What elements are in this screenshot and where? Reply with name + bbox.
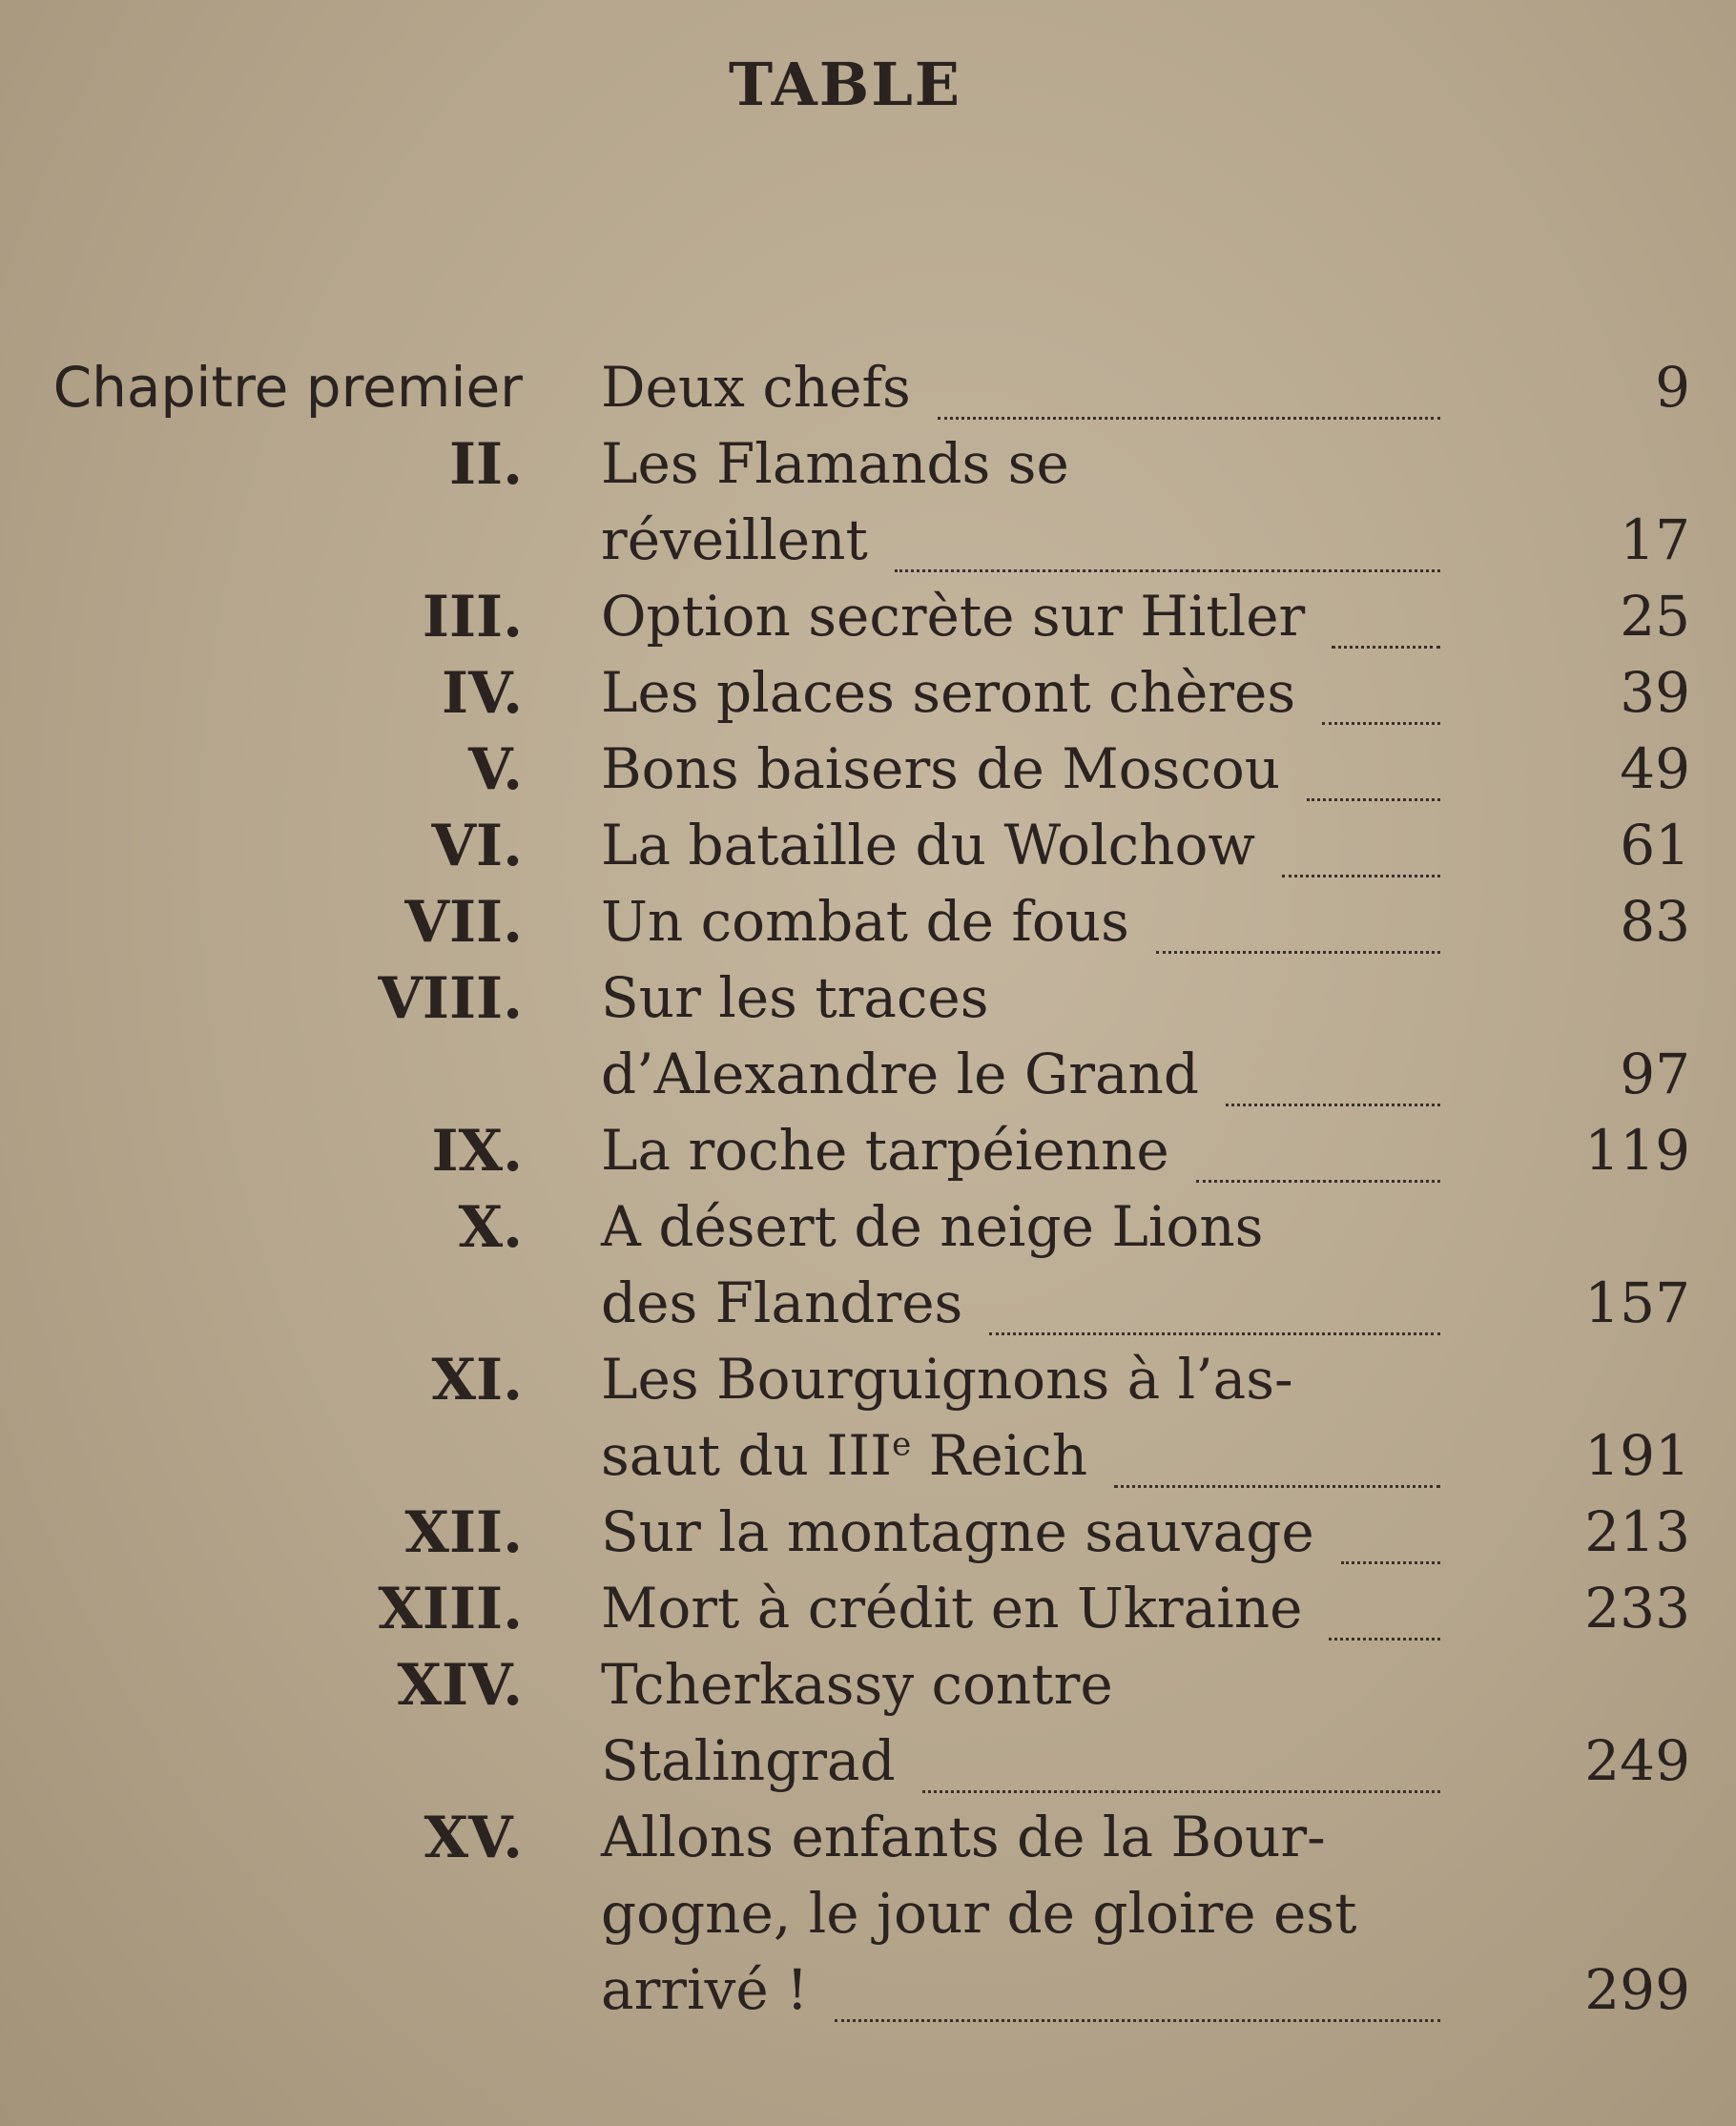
chapter-title-line: Les Bourguignons à l’as-	[601, 1347, 1293, 1412]
chapter-title	[601, 660, 1440, 736]
chapter-title	[601, 1118, 1440, 1194]
dot-leader	[1282, 875, 1440, 877]
chapter-title-line: Deux chefs	[601, 355, 911, 420]
chapter-title-line: La roche tarpéienne	[601, 1118, 1169, 1183]
chapter-title-line: des Flandres	[601, 1270, 963, 1335]
chapter-title-line: Stalingrad	[601, 1728, 896, 1793]
chapter-label: V.	[468, 736, 523, 803]
chapter-title-line: Un combat de fous	[601, 889, 1129, 954]
chapter-label: XIII.	[378, 1576, 523, 1642]
chapter-title	[601, 813, 1440, 889]
chapter-title-line: Sur les traces	[601, 965, 989, 1030]
chapter-title-line: réveillent	[601, 507, 868, 572]
chapter-title-line: arrivé !	[601, 1957, 809, 2022]
chapter-title-line: Mort à crédit en Ukraine	[601, 1576, 1303, 1641]
chapter-label: IX.	[431, 1118, 523, 1185]
chapter-title-line: Bons baisers de Moscou	[601, 736, 1281, 801]
chapter-label: II.	[448, 431, 523, 498]
page-number: 61	[1620, 813, 1690, 877]
chapter-label: XIV.	[397, 1652, 523, 1719]
dot-leader	[922, 1790, 1440, 1793]
chapter-title	[601, 1499, 1440, 1576]
chapter-title	[601, 431, 1440, 584]
chapter-title-line: La bataille du Wolchow	[601, 813, 1256, 877]
dot-leader	[1329, 1638, 1440, 1641]
page-number: 25	[1620, 584, 1690, 649]
chapter-title-line: Tcherkassy contre	[601, 1652, 1113, 1717]
dot-leader	[1341, 1561, 1440, 1564]
chapter-title	[601, 965, 1440, 1118]
page-number: 39	[1620, 660, 1690, 725]
chapter-title	[601, 1652, 1440, 1805]
page-number: 9	[1655, 355, 1690, 420]
chapter-title-line: Les places seront chères	[601, 660, 1296, 725]
dot-leader	[1322, 722, 1440, 725]
chapter-title-line: Option secrète sur Hitler	[601, 584, 1306, 649]
chapter-title	[601, 1194, 1440, 1347]
dot-leader	[895, 569, 1440, 572]
dot-leader	[938, 417, 1440, 420]
chapter-title-line: saut du IIIe Reich	[601, 1423, 1088, 1488]
chapter-label: XV.	[424, 1805, 523, 1871]
page-number: 233	[1584, 1576, 1690, 1641]
dot-leader	[835, 2019, 1440, 2022]
chapter-title	[601, 1347, 1440, 1499]
page-number: 49	[1620, 736, 1690, 801]
chapter-label: Chapitre premier	[52, 355, 523, 420]
chapter-label: XI.	[431, 1347, 523, 1414]
chapter-title-line: Allons enfants de la Bour-	[601, 1805, 1326, 1869]
dot-leader	[1196, 1180, 1440, 1183]
chapter-title-line: Les Flamands se	[601, 431, 1069, 496]
dot-leader	[1156, 951, 1440, 954]
page-number: 119	[1584, 1118, 1690, 1183]
chapter-label: III.	[422, 584, 523, 650]
chapter-title	[601, 1805, 1440, 2033]
chapter-title	[601, 584, 1440, 660]
chapter-label: VI.	[431, 813, 523, 879]
chapter-title	[601, 1576, 1440, 1652]
page-number: 213	[1584, 1499, 1690, 1564]
chapter-title	[601, 736, 1440, 813]
chapter-title-line: d’Alexandre le Grand	[601, 1042, 1200, 1106]
chapter-label: IV.	[441, 660, 523, 727]
dot-leader	[1332, 646, 1440, 649]
chapter-label: VII.	[404, 889, 523, 956]
chapter-title-line: gogne, le jour de gloire est	[601, 1881, 1357, 1946]
page-number: 191	[1584, 1423, 1690, 1488]
page-title: TABLE	[728, 50, 962, 119]
chapter-title	[601, 889, 1440, 965]
chapter-label: VIII.	[378, 965, 523, 1032]
chapter-title-line: A désert de neige Lions	[601, 1194, 1264, 1259]
dot-leader	[1307, 798, 1440, 801]
page-number: 97	[1620, 1042, 1690, 1106]
page-number: 157	[1584, 1270, 1690, 1335]
dot-leader	[1226, 1104, 1440, 1106]
page-number: 17	[1620, 507, 1690, 572]
dot-leader	[1114, 1485, 1440, 1488]
chapter-label: XII.	[404, 1499, 523, 1566]
page-number: 249	[1584, 1728, 1690, 1793]
page-number: 83	[1620, 889, 1690, 954]
page-number: 299	[1584, 1957, 1690, 2022]
chapter-label: X.	[458, 1194, 523, 1261]
chapter-title-line: Sur la montagne sauvage	[601, 1499, 1314, 1564]
dot-leader	[989, 1332, 1440, 1335]
chapter-title	[601, 355, 1440, 431]
